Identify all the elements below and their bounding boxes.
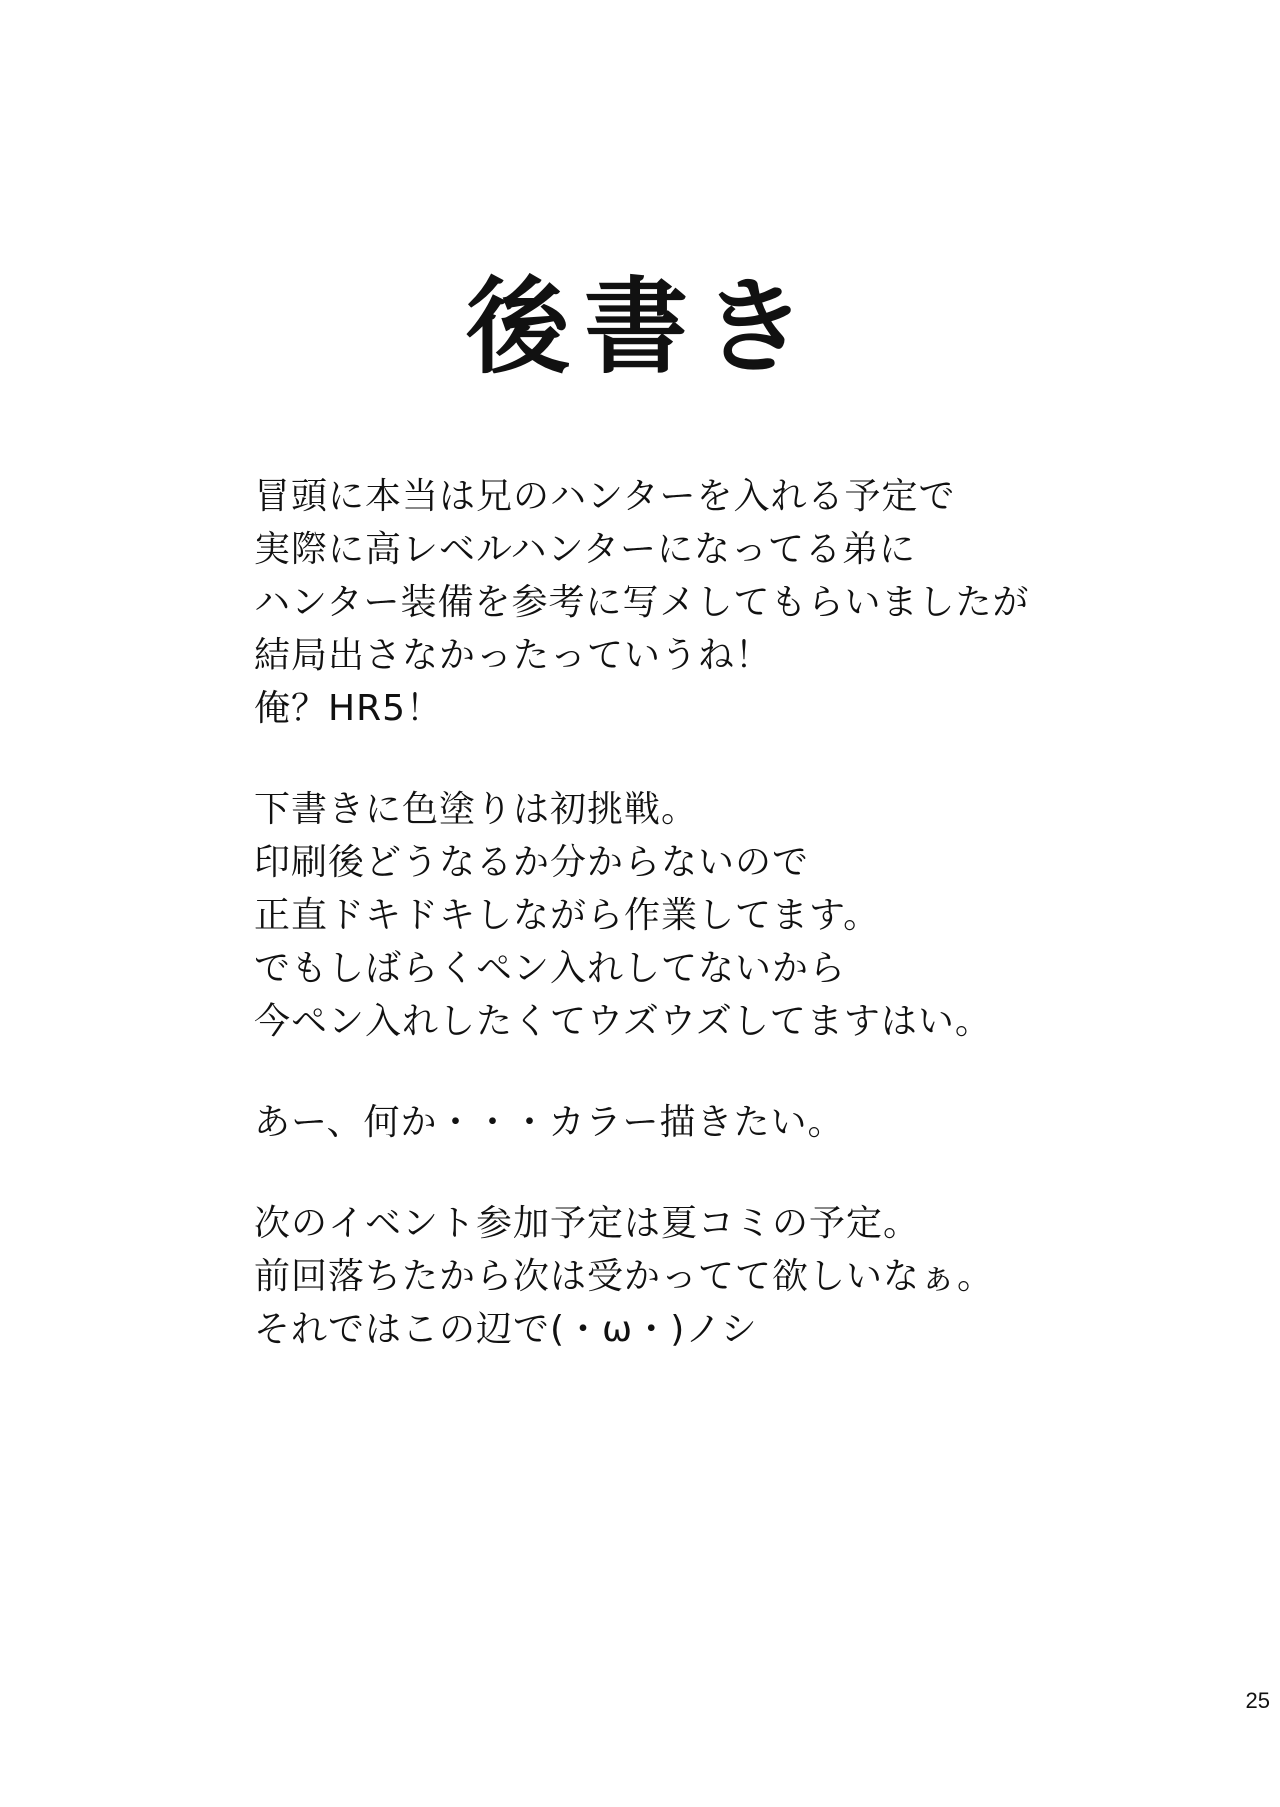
text-line: 俺？HR5！ xyxy=(254,688,443,729)
paragraph-hunter xyxy=(254,470,1254,735)
text-line: 次のイベント参加予定は夏コミの予定。 xyxy=(254,1203,921,1244)
text-line: 印刷後どうなるか分からないので xyxy=(254,842,810,883)
text-line: それではこの辺で(・ω・)ノシ xyxy=(254,1309,758,1350)
text-line: 前回落ちたから次は受かってて欲しいなぁ。 xyxy=(254,1256,995,1297)
page-title: 後書き xyxy=(465,266,820,388)
text-line: ハンター装備を参考に写メしてもらいましたが xyxy=(254,582,1030,623)
paragraph-next-event xyxy=(254,1197,1254,1356)
afterword-body xyxy=(254,470,1254,1404)
text-line: 冒頭に本当は兄のハンターを入れる予定で xyxy=(254,476,956,517)
text-line: 実際に高レベルハンターになってる弟に xyxy=(254,529,917,570)
text-line: あー、何か・・・カラー描きたい。 xyxy=(254,1102,845,1143)
text-line: でもしばらくペン入れしてないから xyxy=(254,948,847,989)
text-line: 結局出さなかったっていうね！ xyxy=(254,635,773,676)
text-line: 今ペン入れしたくてウズウズしてますはい。 xyxy=(254,1001,992,1042)
text-line: 下書きに色塗りは初挑戦。 xyxy=(254,789,699,830)
text-line: 正直ドキドキしながら作業してます。 xyxy=(254,895,881,936)
paragraph-coloring xyxy=(254,783,1254,1048)
paragraph-color-wish xyxy=(254,1096,1254,1149)
page-number: 25 xyxy=(1245,1688,1270,1713)
